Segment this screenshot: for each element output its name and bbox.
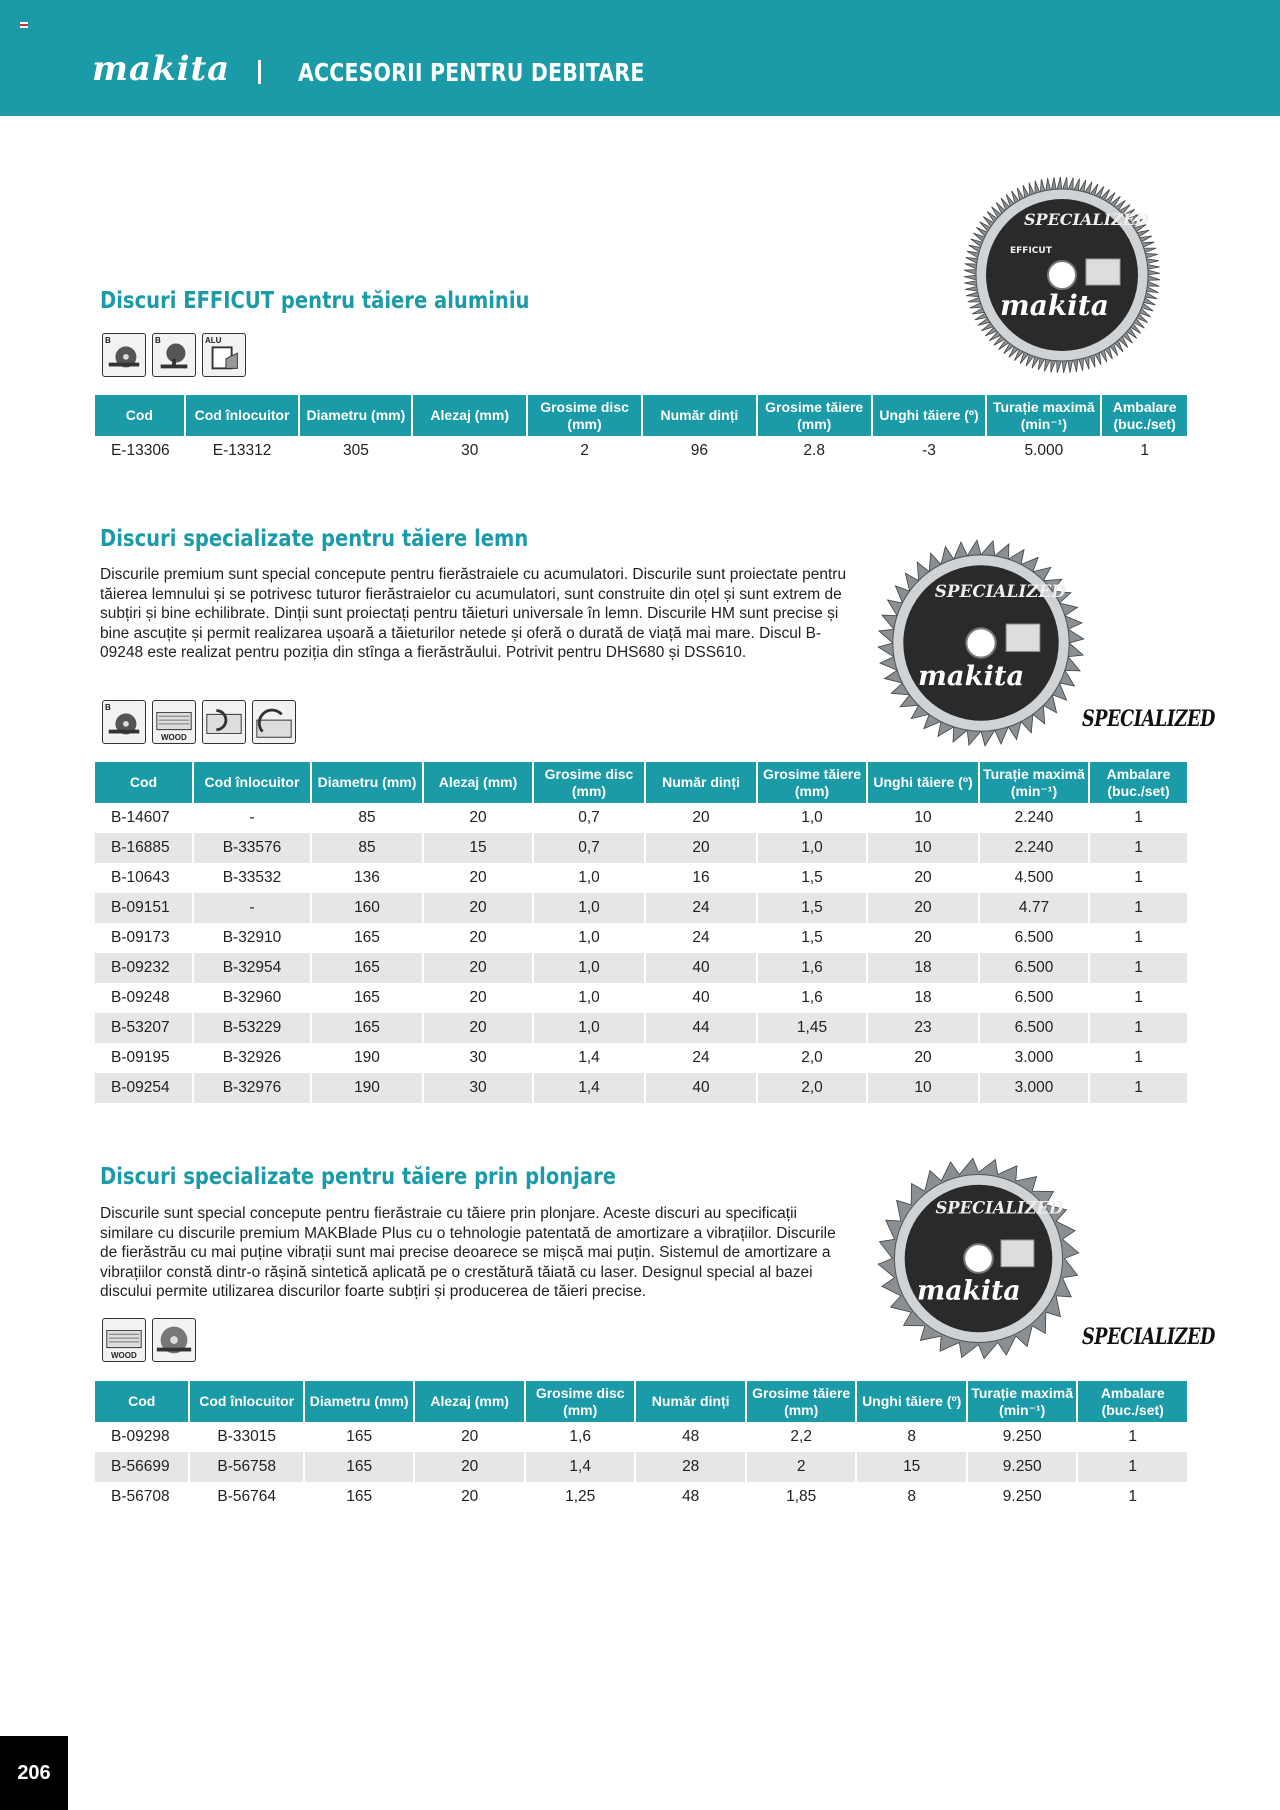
table-row	[95, 1013, 1187, 1043]
table-row	[95, 1422, 1187, 1452]
table-cell: 165	[346, 1428, 373, 1445]
table-cell: 23	[868, 1013, 978, 1043]
table-cell: 1	[1128, 1428, 1138, 1445]
table-cell: 20	[469, 929, 487, 946]
table-cell: 16	[692, 869, 710, 886]
table-cell: 1,4	[534, 1073, 644, 1103]
table-cell: 4.77	[980, 893, 1088, 923]
product-code-cell: B-56708	[111, 1488, 170, 1505]
table-cell: 18	[868, 953, 978, 983]
table-cell: 85	[312, 833, 422, 863]
column-header: Ambalare (buc./set)	[1090, 762, 1187, 803]
table-cell: 136	[354, 869, 380, 886]
plunge-discs-table	[93, 1381, 1189, 1512]
table-row	[95, 953, 1187, 983]
table-cell: B-53229	[194, 1013, 310, 1043]
table-cell: 30	[469, 1049, 487, 1066]
table-cell: 160	[312, 893, 422, 923]
table-cell: 1,0	[534, 893, 644, 923]
table-cell: 1,4	[526, 1452, 635, 1482]
column-header: Cod înlocuitor	[186, 395, 299, 436]
table-cell: 6.500	[980, 953, 1088, 983]
table-cell: 3.000	[1014, 1049, 1054, 1066]
section-title-plunge: Discuri specializate pentru tăiere prin plonjare	[100, 1164, 616, 1190]
table-row	[95, 983, 1187, 1013]
product-code-cell: B-14607	[111, 809, 170, 826]
table-cell: 40	[646, 1073, 756, 1103]
table-cell: 1	[1134, 809, 1143, 826]
table-cell: 2	[580, 442, 589, 459]
efficut-blade-image	[962, 175, 1162, 375]
page-number: 206	[0, 1736, 68, 1810]
table-cell: 8	[907, 1488, 916, 1505]
table-cell: 20	[914, 869, 932, 886]
svg-text:SPECIALIZED: SPECIALIZED	[935, 1198, 1064, 1218]
table-cell: 1,5	[758, 893, 866, 923]
column-header: Alezaj (mm)	[424, 762, 532, 803]
table-cell: B-32976	[194, 1073, 310, 1103]
plunge-blade-image	[876, 1156, 1081, 1361]
table-cell: 20	[424, 893, 532, 923]
plunge-saw-icon	[152, 1318, 196, 1362]
section-title-aluminium: Discuri EFFICUT pentru tăiere aluminiu	[100, 288, 530, 314]
column-header: Număr dinți	[646, 762, 756, 803]
column-header: Unghi tăiere (º)	[857, 1381, 966, 1422]
table-cell: 3.000	[980, 1073, 1088, 1103]
column-header: Grosime disc (mm)	[526, 1381, 635, 1422]
table-cell: 1	[1134, 1049, 1143, 1066]
table-cell: 24	[692, 1049, 710, 1066]
table-cell: 1,0	[758, 833, 866, 863]
table-cell: B-33015	[217, 1428, 276, 1445]
svg-text:makita: makita	[918, 660, 1025, 692]
product-code-cell: B-10643	[111, 869, 170, 886]
table-row	[95, 863, 1187, 893]
column-header: Diametru (mm)	[305, 1381, 414, 1422]
table-cell: 85	[358, 809, 376, 826]
table-cell: 0,7	[534, 833, 644, 863]
table-cell: 10	[868, 833, 978, 863]
cordless-circular-saw-icon: B	[102, 333, 146, 377]
cordless-circular-saw-icon: B	[102, 700, 146, 744]
icons-wood	[102, 700, 296, 744]
column-header: Unghi tăiere (º)	[868, 762, 978, 803]
table-cell: 1,6	[569, 1428, 591, 1445]
table-cell: B-56758	[190, 1452, 303, 1482]
aluminium-icon: ALU	[202, 333, 246, 377]
table-cell: 18	[914, 989, 932, 1006]
table-cell: 2.8	[803, 442, 825, 459]
makita-logo: makita	[92, 49, 231, 89]
table-cell: 1,6	[758, 953, 866, 983]
table-cell: 2,0	[758, 1073, 866, 1103]
column-header: Grosime tăiere (mm)	[758, 762, 866, 803]
product-code-cell: B-09232	[95, 953, 192, 983]
table-cell: 44	[646, 1013, 756, 1043]
table-cell: 1	[1090, 1073, 1187, 1103]
column-header: Cod	[95, 762, 192, 803]
specialized-badge-wood: SPECIALIZED	[1082, 706, 1215, 732]
wood-icon: WOOD	[152, 700, 196, 744]
table-cell: 20	[692, 809, 710, 826]
table-cell: 2,0	[801, 1049, 823, 1066]
column-header: Grosime tăiere (mm)	[758, 395, 871, 436]
blade-makita-text: makita	[1000, 289, 1109, 322]
product-code-cell: B-09195	[111, 1049, 170, 1066]
table-cell: 1,4	[578, 1049, 600, 1066]
table-cell: 165	[305, 1452, 414, 1482]
table-row	[95, 436, 1187, 466]
section-description-plunge: Discurile sunt special concepute pentru fierăstraie cu tăiere prin plonjare. Aceste discuri au specificații similare cu discurile premium MAKBlade Plus cu o tehnologie patentată de amortizare a vibrațiilor. Discurile de fierăstrău cu mai puține vibrații sunt mai precise deoarece se mișcă mai puțin. Sistemul de amortizare a vibrațiilor constă dintr-o rășină sintetică aplicată pe o crestătură tăiată cu laser. Designul special al bazei discului permite utilizarea discurilor foarte subțiri și producerea de tăieri precise.	[100, 1205, 836, 1300]
table-cell: B-33576	[194, 833, 310, 863]
table-cell: 1	[1090, 1013, 1187, 1043]
column-header: Număr dinți	[643, 395, 756, 436]
aluminium-discs-table	[93, 395, 1189, 466]
table-cell: 1	[1128, 1488, 1138, 1505]
table-cell: 9.250	[1002, 1488, 1042, 1505]
table-cell: 1,45	[758, 1013, 866, 1043]
table-cell: 6.500	[1014, 989, 1054, 1006]
header-separator	[258, 60, 261, 84]
icons-aluminium	[102, 333, 246, 377]
table-row	[95, 1043, 1187, 1073]
table-cell: 1,6	[801, 989, 823, 1006]
table-cell: 1,0	[534, 953, 644, 983]
column-header: Turație maximă (min⁻¹)	[968, 1381, 1077, 1422]
table-cell: 15	[424, 833, 532, 863]
table-cell: 0,7	[578, 809, 600, 826]
table-cell: 28	[636, 1452, 745, 1482]
table-row	[95, 893, 1187, 923]
table-cell: B-32926	[222, 1049, 282, 1066]
table-cell: 20	[469, 809, 487, 826]
column-header: Cod	[95, 1381, 188, 1422]
table-cell: 40	[692, 989, 710, 1006]
table-cell: 4.500	[1014, 869, 1054, 886]
product-code-cell: B-56699	[95, 1452, 188, 1482]
table-cell: 9.250	[968, 1452, 1077, 1482]
table-cell: 96	[690, 442, 708, 459]
svg-text:makita: makita	[917, 1275, 1021, 1307]
page-title: ACCESORII PENTRU DEBITARE	[298, 58, 645, 87]
table-cell: -	[194, 893, 310, 923]
table-cell: 1	[1090, 893, 1187, 923]
table-cell: 6.500	[980, 1013, 1088, 1043]
table-cell: 8	[907, 1428, 916, 1445]
table-cell: 165	[312, 1013, 422, 1043]
table-cell: 190	[354, 1049, 380, 1066]
product-code-cell: B-09173	[111, 929, 170, 946]
table-row	[95, 923, 1187, 953]
table-cell: 15	[857, 1452, 966, 1482]
table-cell: 165	[312, 953, 422, 983]
table-row	[95, 833, 1187, 863]
table-cell: 1,25	[565, 1488, 596, 1505]
table-cell: 20	[461, 1488, 479, 1505]
table-cell: 2	[747, 1452, 856, 1482]
column-header: Grosime disc (mm)	[528, 395, 641, 436]
table-cell: 305	[342, 442, 369, 459]
product-code-cell: B-16885	[95, 833, 192, 863]
table-cell: 24	[692, 929, 710, 946]
column-header: Alezaj (mm)	[415, 1381, 524, 1422]
table-cell: 40	[646, 953, 756, 983]
table-cell: 30	[461, 442, 479, 459]
table-cell: 20	[469, 869, 487, 886]
table-cell: 2.240	[980, 833, 1088, 863]
table-cell: 1	[1134, 869, 1143, 886]
table-row	[95, 803, 1187, 833]
column-header: Ambalare (buc./set)	[1078, 1381, 1187, 1422]
table-cell: 165	[346, 1488, 373, 1505]
table-cell: B-33532	[222, 869, 282, 886]
table-cell: 165	[354, 929, 380, 946]
table-cell: 24	[646, 893, 756, 923]
table-cell: 20	[469, 989, 487, 1006]
column-header: Ambalare (buc./set)	[1102, 395, 1187, 436]
table-cell: B-32954	[194, 953, 310, 983]
table-cell: 48	[682, 1428, 700, 1445]
table-cell: E-13312	[212, 442, 272, 459]
table-cell: 20	[646, 833, 756, 863]
table-cell: 10	[868, 1073, 978, 1103]
table-cell: 20	[424, 953, 532, 983]
table-cell: 6.500	[1014, 929, 1054, 946]
table-cell: 20	[461, 1428, 479, 1445]
section-title-wood: Discuri specializate pentru tăiere lemn	[100, 526, 529, 552]
table-cell: 1,5	[801, 929, 823, 946]
table-cell: 1,0	[801, 809, 823, 826]
table-cell: 2.240	[1014, 809, 1054, 826]
table-cell: 1,5	[801, 869, 823, 886]
column-header: Grosime tăiere (mm)	[747, 1381, 856, 1422]
column-header: Grosime disc (mm)	[534, 762, 644, 803]
table-cell: 1	[1140, 442, 1149, 459]
column-header: Cod	[95, 395, 184, 436]
table-row	[95, 1073, 1187, 1103]
table-cell: 1	[1090, 953, 1187, 983]
svg-text:SPECIALIZED: SPECIALIZED	[934, 580, 1066, 601]
blade-specialized-text: SPECIALIZED	[1024, 210, 1149, 229]
table-cell: 48	[682, 1488, 700, 1505]
table-cell: 190	[312, 1073, 422, 1103]
table-cell: B-56764	[217, 1488, 276, 1505]
table-cell: 5.000	[1024, 442, 1064, 459]
column-header: Cod înlocuitor	[190, 1381, 303, 1422]
column-header: Alezaj (mm)	[413, 395, 526, 436]
table-row	[95, 1452, 1187, 1482]
table-cell: 165	[354, 989, 380, 1006]
wood-icon: WOOD	[102, 1318, 146, 1362]
product-code-cell: B-53207	[95, 1013, 192, 1043]
wood-blade-image	[876, 538, 1086, 748]
rip-cut-icon	[202, 700, 246, 744]
cross-cut-icon	[252, 700, 296, 744]
column-header: Număr dinți	[636, 1381, 745, 1422]
product-code-cell: E-13306	[111, 442, 170, 459]
table-cell: 20	[868, 893, 978, 923]
table-cell: 20	[914, 929, 932, 946]
table-cell: 20	[424, 1013, 532, 1043]
page-header	[0, 0, 1280, 116]
product-code-cell: B-09151	[95, 893, 192, 923]
table-cell: 10	[914, 809, 932, 826]
table-cell: 20	[914, 1049, 932, 1066]
table-cell: 1	[1134, 929, 1143, 946]
wood-discs-table	[93, 762, 1189, 1103]
table-cell: B-32910	[222, 929, 282, 946]
column-header: Diametru (mm)	[312, 762, 422, 803]
specialized-badge-plunge: SPECIALIZED	[1082, 1324, 1215, 1350]
product-code-cell: B-09248	[111, 989, 170, 1006]
cordless-miter-saw-icon: B	[152, 333, 196, 377]
table-cell: B-32960	[222, 989, 282, 1006]
table-cell: 1,85	[786, 1488, 817, 1505]
icons-plunge	[102, 1318, 196, 1362]
product-code-cell: B-09298	[111, 1428, 170, 1445]
flag-icon	[20, 22, 28, 28]
table-cell: 1	[1134, 989, 1143, 1006]
blade-efficut-text: EFFICUT	[1010, 246, 1052, 256]
table-cell: -	[249, 809, 255, 826]
table-cell: 1	[1078, 1452, 1187, 1482]
table-cell: 1,0	[534, 1013, 644, 1043]
column-header: Unghi tăiere (º)	[873, 395, 986, 436]
table-row	[95, 1482, 1187, 1512]
table-cell: 20	[415, 1452, 524, 1482]
column-header: Turație maximă (min⁻¹)	[987, 395, 1100, 436]
table-cell: 2,2	[790, 1428, 812, 1445]
table-cell: -3	[922, 442, 936, 459]
product-code-cell: B-09254	[95, 1073, 192, 1103]
section-description-wood: Discurile premium sunt special concepute pentru fierăstraiele cu acumulatori. Discurile sunt proiectate pentru tăierea lemnului și se potrivesc tuturor fierăstraielor cu acumulatori, sunt construite din oțel și sunt extrem de subțiri și bine echilibrate. Dinții sunt proiectați pentru tăieturi universale în lemn. Discurile HM sunt precise și bine ascuțite și permit realizarea ușoară a tăieturilor netede și oferă o durată de viață mai mare. Discul B-09248 este realizat pentru poziția din stînga a fierăstrăului. Potrivit pentru DHS680 și DSS610.	[100, 566, 847, 661]
column-header: Turație maximă (min⁻¹)	[980, 762, 1088, 803]
table-cell: 1,0	[578, 869, 600, 886]
table-cell: 1	[1090, 833, 1187, 863]
table-cell: 1,0	[578, 989, 600, 1006]
table-cell: 30	[424, 1073, 532, 1103]
column-header: Cod înlocuitor	[194, 762, 310, 803]
table-cell: 9.250	[1002, 1428, 1042, 1445]
column-header: Diametru (mm)	[300, 395, 411, 436]
table-cell: 1,0	[578, 929, 600, 946]
